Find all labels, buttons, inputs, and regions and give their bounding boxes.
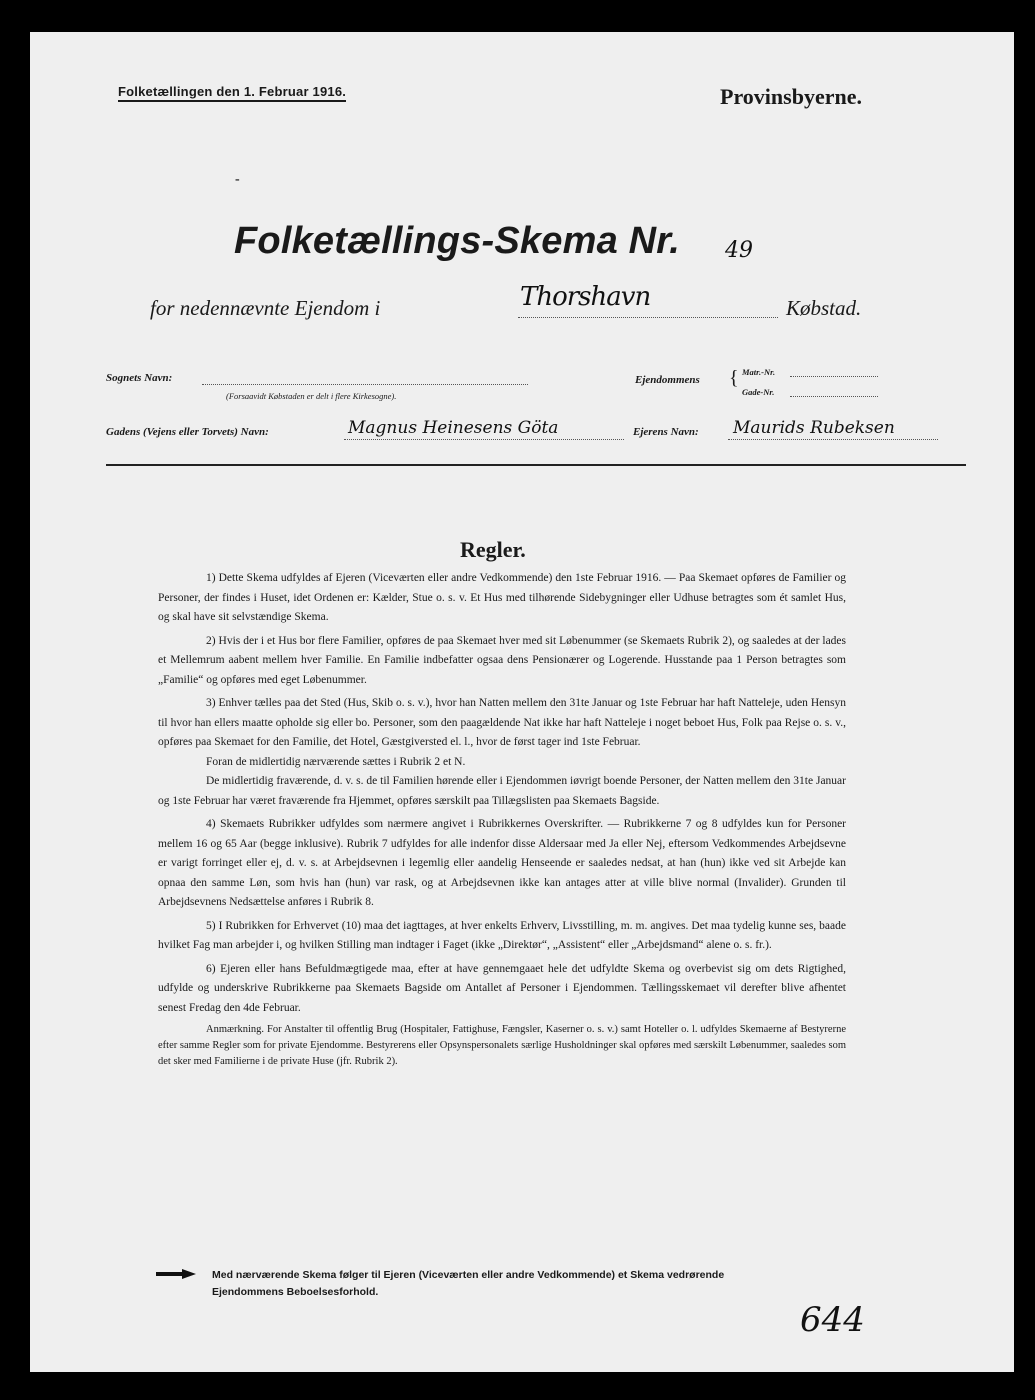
rules-title: Regler. bbox=[460, 537, 526, 562]
rule-2: 2) Hvis der i et Hus bor flere Familier, opføres de paa Skemaet hver med sit Løbenummer (se Skemaets Rubrik 2), og saaledes at der lades et Mellemrum aabent mellem hver Familie. En Familie indbefatter ogsaa dens Pensionærer og Logerende. Husstande paa 1 Person betragtes som „Familie“ og opføres med eget Løbenummer. bbox=[158, 634, 846, 686]
gade-nr-field bbox=[790, 396, 878, 397]
sogn-note: (Forsaavidt Købstaden er delt i flere Kirkesogne). bbox=[226, 391, 397, 401]
gade-label: Gadens (Vejens eller Torvets) Navn: bbox=[106, 426, 269, 438]
rules-body bbox=[158, 569, 846, 1074]
town-handwritten: Thorshavn bbox=[520, 282, 651, 312]
census-form-sheet bbox=[30, 32, 1014, 1372]
matr-field bbox=[790, 376, 878, 377]
sogn-label: Sognets Navn: bbox=[106, 372, 173, 384]
rule-6: 6) Ejeren eller hans Befuldmægtigede maa, efter at have gennemgaaet hele det udfyldte Skema og overbevist sig om dets Rigtighed, udfylde og underskrive Rubrikkerne paa Skemaets Bagside om Antallet af Personer i Ejendommen. Tællingsskemaet vil derefter blive afhentet senest Fredag den 4de Februar. bbox=[158, 962, 846, 1014]
ejer-value-handwritten: Maurids Rubeksen bbox=[733, 418, 895, 438]
gade-nr-label: Gade-Nr. bbox=[742, 387, 775, 397]
rule-3-n: Foran de midlertidig nærværende sættes i Rubrik 2 et N. bbox=[206, 755, 466, 768]
region-header: Provinsbyerne. bbox=[720, 84, 862, 109]
section-divider bbox=[106, 464, 966, 466]
footer-line-1: Med nærværende Skema følger til Ejeren (Viceværten eller andre Vedkommende) et Skema vedrørende bbox=[212, 1269, 725, 1281]
pointing-hand-icon bbox=[156, 1269, 196, 1279]
rule-4: 4) Skemaets Rubrikker udfyldes som nærmere angivet i Rubrikkernes Overskrifter. — Rubrikkerne 7 og 8 udfyldes kun for Personer mellem 16 og 65 Aar (begge inklusive). Rubrik 7 udfyldes for alle indenfor disse Aldersaar med Ja eller Nej, eftersom Vedkommendes Arbejdsevne er varigt forringet eller ej, d. v. s. at Arbejdsevnen i legemlig eller aandelig Henseende er saaledes nedsat, at han (hun) ikke ved sit Arbejde kan opnaa den samme Løn, som hvis han (hun) var rask, og at Arbejdsevnen ikke kan antages atter at ville blive normal (Invalider). Grunden til Arbejdsevnens Nedsættelse anføres i Rubrik 8. bbox=[158, 818, 846, 908]
property-line-prefix: for nedennævnte Ejendom i bbox=[150, 296, 381, 320]
rule-1: 1) Dette Skema udfyldes af Ejeren (Viceværten eller andre Vedkommende) den 1ste Februar 1916. — Paa Skemaet opføres de Familier og Personer, der findes i Huset, idet Ordenen er: Kælder, Stue o. s. v. Et Hus med tilhørende Sidebygninger eller Udhuse betragtes som ét samlet Hus, og skal have sit selvstændige Skema. bbox=[158, 572, 846, 623]
matr-label: Matr.-Nr. bbox=[742, 367, 776, 377]
brace-mark: { bbox=[729, 367, 739, 389]
rule-3: 3) Enhver tælles paa det Sted (Hus, Skib o. s. v.), hvor han Natten mellem den 31te Januar og 1ste Februar har haft Natteleje, uden Hensyn til hvor han ellers maatte opholde sig eller bo. Personer, som den paagældende Nat ikke har haft Natteleje i noget beboet Hus, Folk paa Rejse o. s. v., opføres paa Skemaet for den Familie, det Hotel, Gæstgiversted el. l., hvor de først tager ind 1ste Februar. bbox=[158, 697, 846, 748]
dash-mark: - bbox=[235, 172, 240, 187]
ejer-field bbox=[728, 439, 938, 440]
page-number-handwritten: 644 bbox=[800, 1300, 865, 1340]
property-line-suffix: Købstad. bbox=[786, 296, 862, 320]
gade-field bbox=[344, 439, 624, 440]
form-number-handwritten: 49 bbox=[725, 238, 753, 263]
form-title: Folketællings-Skema Nr. bbox=[234, 220, 680, 262]
footer-line-2: Ejendommens Beboelsesforhold. bbox=[212, 1286, 379, 1298]
rule-3-absent: De midlertidig fraværende, d. v. s. de til Familien hørende eller i Ejendommen iøvrigt boende Personer, der Natten mellem den 31te Januar og 1ste Februar har været fraværende fra Hjemmet, opføres særskilt paa Tillægslisten paa Skemaets Bagside. bbox=[158, 775, 846, 807]
ejer-label: Ejerens Navn: bbox=[633, 426, 699, 438]
ejendom-label: Ejendommens bbox=[635, 374, 700, 386]
sogn-field bbox=[202, 384, 528, 385]
gade-value-handwritten: Magnus Heinesens Göta bbox=[348, 418, 559, 438]
town-dotted-line bbox=[518, 317, 778, 318]
rule-5: 5) I Rubrikken for Erhvervet (10) maa det iagttages, at hver enkelts Erhverv, Livsstilling, m. m. angives. Det maa tydelig kunne ses, baade hvilket Fag man arbejder i, og hvilken Stilling man indtager i Faget (ikke „Direktør“, „Assistent“ eller „Arbejdsmand“ alene o. s. fr.). bbox=[158, 919, 846, 951]
remark: Anmærkning. For Anstalter til offentlig Brug (Hospitaler, Fattighuse, Fængsler, Kaserner o. s. v.) samt Hoteller o. l. udfyldes Skemaerne af Bestyrerne efter samme Regler som for private Ejendomme. Bestyrerens eller Opsynspersonalets særlige Husholdninger skal opføres med særskilt Løbenummer, saaledes som det sker med Familierne i de private Huse (jfr. Rubrik 2). bbox=[158, 1024, 846, 1067]
census-date-header: Folketællingen den 1. Februar 1916. bbox=[118, 84, 346, 102]
